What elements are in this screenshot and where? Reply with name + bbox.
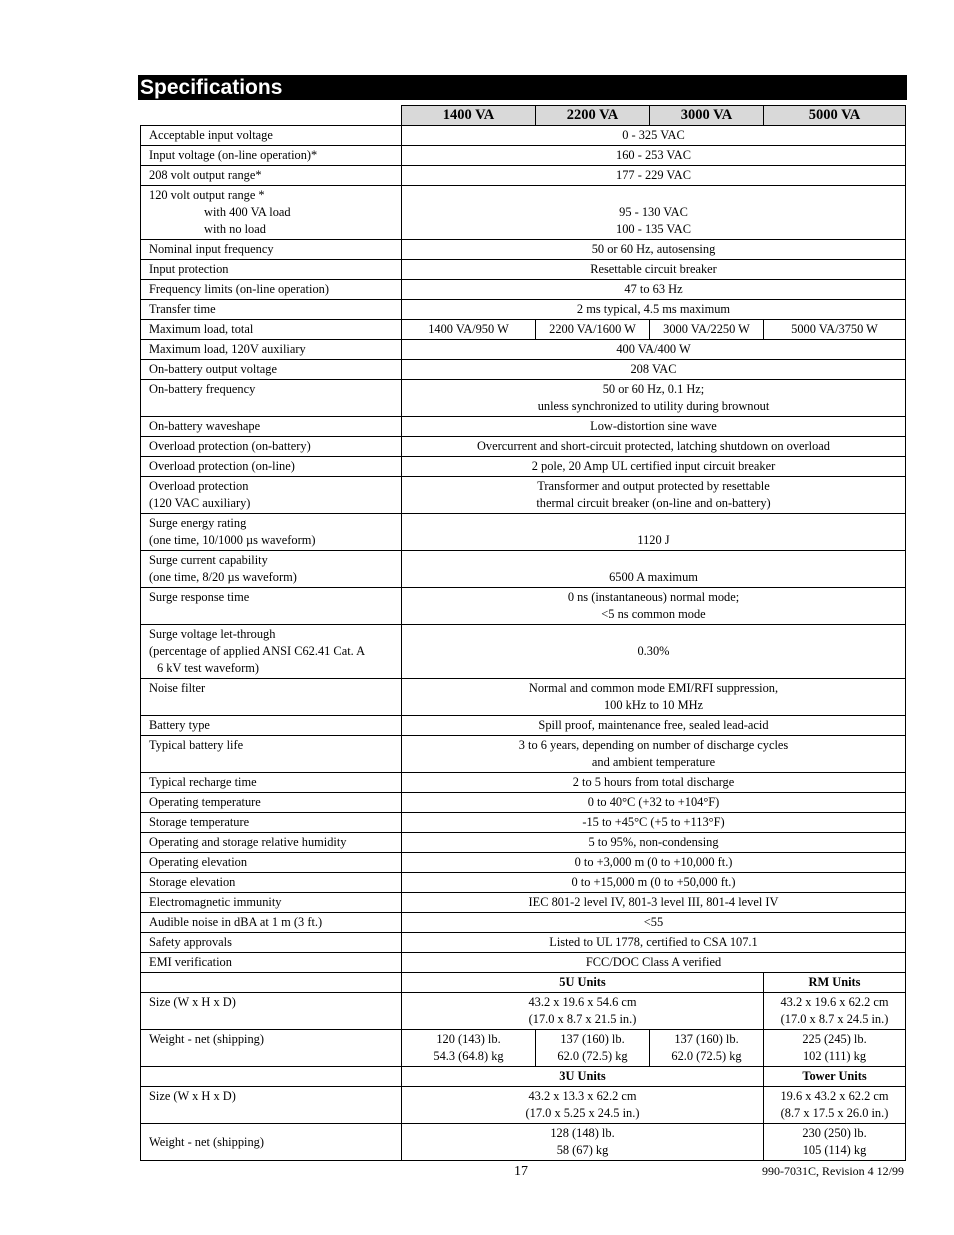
spec-value bbox=[650, 1030, 764, 1067]
spec-label: Weight - net (shipping) bbox=[141, 1124, 402, 1161]
spec-value: 0.30% bbox=[402, 625, 906, 679]
spec-value: 0 to 40°C (+32 to +104°F) bbox=[402, 793, 906, 813]
units-header-5u: 5U Units bbox=[402, 973, 764, 993]
spec-row bbox=[141, 260, 906, 280]
spec-row bbox=[141, 280, 906, 300]
spec-value bbox=[402, 1030, 536, 1067]
spec-value: 2 to 5 hours from total discharge bbox=[402, 773, 906, 793]
spec-label: Operating elevation bbox=[141, 853, 402, 873]
spec-value: Overcurrent and short-circuit protected, latching shutdown on overload bbox=[402, 437, 906, 457]
spec-value bbox=[402, 186, 906, 240]
spec-value-line: 120 (143) lb. bbox=[436, 1032, 501, 1046]
spec-value: 160 - 253 VAC bbox=[402, 146, 906, 166]
spec-label: On-battery output voltage bbox=[141, 360, 402, 380]
page-number: 17 bbox=[514, 1164, 528, 1179]
spec-row bbox=[141, 146, 906, 166]
units-header-3u: 3U Units bbox=[402, 1067, 764, 1087]
spec-value-line: (17.0 x 5.25 x 24.5 in.) bbox=[525, 1106, 640, 1120]
spec-row bbox=[141, 873, 906, 893]
spec-value bbox=[402, 1087, 764, 1124]
spec-row bbox=[141, 736, 906, 773]
spec-value: -15 to +45°C (+5 to +113°F) bbox=[402, 813, 906, 833]
spec-value: Spill proof, maintenance free, sealed lead-acid bbox=[402, 716, 906, 736]
spec-row bbox=[141, 360, 906, 380]
spec-label-line: Surge current capability bbox=[149, 553, 268, 567]
spec-label-line: (one time, 10/1000 µs waveform) bbox=[149, 533, 316, 547]
units-header-row bbox=[141, 973, 906, 993]
spec-row bbox=[141, 300, 906, 320]
spec-label-line: Overload protection bbox=[149, 479, 249, 493]
spec-value bbox=[402, 588, 906, 625]
spec-row bbox=[141, 186, 906, 240]
spec-value-line: 3 to 6 years, depending on number of discharge cycles bbox=[518, 738, 789, 752]
spec-value-line: 102 (111) kg bbox=[802, 1049, 867, 1063]
spec-row bbox=[141, 551, 906, 588]
spec-row bbox=[141, 893, 906, 913]
spec-label-line: 120 volt output range * bbox=[149, 188, 265, 202]
spec-value-line: thermal circuit breaker (on-line and on-battery) bbox=[536, 496, 771, 510]
spec-value-line: 128 (148) lb. bbox=[550, 1126, 615, 1140]
spec-label: Weight - net (shipping) bbox=[141, 1030, 402, 1067]
spec-label: Overload protection (on-line) bbox=[141, 457, 402, 477]
spec-value-line: 19.6 x 43.2 x 62.2 cm bbox=[780, 1089, 889, 1103]
spec-row bbox=[141, 320, 906, 340]
spec-label bbox=[141, 625, 402, 679]
spec-value-line: (8.7 x 17.5 x 26.0 in.) bbox=[780, 1106, 889, 1120]
spec-value: 6500 A maximum bbox=[402, 551, 906, 588]
spec-label-line: Surge energy rating bbox=[149, 516, 247, 530]
document-revision: 990-7031C, Revision 4 12/99 bbox=[761, 1164, 904, 1178]
spec-value-line: <5 ns common mode bbox=[601, 607, 706, 621]
spec-row bbox=[141, 457, 906, 477]
spec-value: 2200 VA/1600 W bbox=[536, 320, 650, 340]
spec-value: 1120 J bbox=[402, 514, 906, 551]
column-header-1400: 1400 VA bbox=[402, 106, 536, 126]
spec-row bbox=[141, 933, 906, 953]
spec-value bbox=[402, 993, 764, 1030]
spec-label-line: Surge voltage let-through bbox=[149, 627, 276, 641]
spec-value bbox=[536, 1030, 650, 1067]
spec-row bbox=[141, 913, 906, 933]
spec-label bbox=[141, 551, 402, 588]
spec-label: Size (W x H x D) bbox=[141, 993, 402, 1030]
spec-value-line: 58 (67) kg bbox=[556, 1143, 609, 1157]
spec-value bbox=[764, 1124, 906, 1161]
spec-value: 0 - 325 VAC bbox=[402, 126, 906, 146]
spec-value: 2 ms typical, 4.5 ms maximum bbox=[402, 300, 906, 320]
spec-value bbox=[764, 1030, 906, 1067]
spec-label-line: with 400 VA load bbox=[204, 205, 291, 219]
spec-label: On-battery waveshape bbox=[141, 417, 402, 437]
units-header-tower: Tower Units bbox=[764, 1067, 906, 1087]
spec-table bbox=[140, 105, 906, 1161]
spec-value-line: (17.0 x 8.7 x 21.5 in.) bbox=[528, 1012, 637, 1026]
spec-value-line: unless synchronized to utility during brownout bbox=[537, 399, 770, 413]
spec-value-line: Transformer and output protected by resettable bbox=[537, 479, 770, 493]
spec-value-line: Normal and common mode EMI/RFI suppression, bbox=[528, 681, 779, 695]
units-header-row bbox=[141, 1067, 906, 1087]
spec-value bbox=[402, 380, 906, 417]
spec-label: Input protection bbox=[141, 260, 402, 280]
spec-value-line: 62.0 (72.5) kg bbox=[671, 1049, 742, 1063]
spec-value: 177 - 229 VAC bbox=[402, 166, 906, 186]
spec-value: 5 to 95%, non-condensing bbox=[402, 833, 906, 853]
spec-value-line: 100 kHz to 10 MHz bbox=[603, 698, 704, 712]
spec-value: IEC 801-2 level IV, 801-3 level III, 801-4 level IV bbox=[402, 893, 906, 913]
spec-label: Typical recharge time bbox=[141, 773, 402, 793]
spec-value: Listed to UL 1778, certified to CSA 107.1 bbox=[402, 933, 906, 953]
spec-value bbox=[402, 679, 906, 716]
spec-label: Battery type bbox=[141, 716, 402, 736]
spec-row bbox=[141, 773, 906, 793]
spec-label: Noise filter bbox=[141, 679, 402, 716]
spec-row bbox=[141, 588, 906, 625]
spec-label: Typical battery life bbox=[141, 736, 402, 773]
spec-label bbox=[141, 477, 402, 514]
weight-row bbox=[141, 1124, 906, 1161]
spec-label-line: (120 VAC auxiliary) bbox=[149, 496, 251, 510]
spec-row bbox=[141, 625, 906, 679]
header-row bbox=[141, 106, 906, 126]
units-header-rm: RM Units bbox=[764, 973, 906, 993]
spec-label-line: (percentage of applied ANSI C62.41 Cat. A bbox=[149, 644, 366, 658]
spec-label: On-battery frequency bbox=[141, 380, 402, 417]
spec-value: 50 or 60 Hz, autosensing bbox=[402, 240, 906, 260]
size-row bbox=[141, 1087, 906, 1124]
spec-value-line: 54.3 (64.8) kg bbox=[433, 1049, 504, 1063]
spec-label: Operating and storage relative humidity bbox=[141, 833, 402, 853]
spec-label-line: 6 kV test waveform) bbox=[157, 661, 259, 675]
spec-value-line: 43.2 x 19.6 x 62.2 cm bbox=[780, 995, 889, 1009]
spec-value-line: 0 ns (instantaneous) normal mode; bbox=[567, 590, 740, 604]
spec-value-line: and ambient temperature bbox=[591, 755, 716, 769]
spec-value-line: 137 (160) lb. bbox=[674, 1032, 739, 1046]
spec-row bbox=[141, 679, 906, 716]
column-header-2200: 2200 VA bbox=[536, 106, 650, 126]
spec-value-line: 225 (245) lb. bbox=[802, 1032, 867, 1046]
spec-value: <55 bbox=[402, 913, 906, 933]
spec-label: Overload protection (on-battery) bbox=[141, 437, 402, 457]
column-header-3000: 3000 VA bbox=[650, 106, 764, 126]
spec-label: Transfer time bbox=[141, 300, 402, 320]
header-blank bbox=[141, 106, 402, 126]
spec-row bbox=[141, 240, 906, 260]
spec-label bbox=[141, 514, 402, 551]
spec-label: Operating temperature bbox=[141, 793, 402, 813]
spec-row bbox=[141, 166, 906, 186]
spec-value: 47 to 63 Hz bbox=[402, 280, 906, 300]
spec-value: 400 VA/400 W bbox=[402, 340, 906, 360]
spec-label-line: (one time, 8/20 µs waveform) bbox=[149, 570, 297, 584]
spec-value: 5000 VA/3750 W bbox=[764, 320, 906, 340]
spec-value: Resettable circuit breaker bbox=[402, 260, 906, 280]
spec-value bbox=[764, 1087, 906, 1124]
spec-label: Surge response time bbox=[141, 588, 402, 625]
spec-value-line: 137 (160) lb. bbox=[560, 1032, 625, 1046]
spec-row bbox=[141, 514, 906, 551]
spec-row bbox=[141, 477, 906, 514]
spec-value bbox=[402, 736, 906, 773]
spec-row bbox=[141, 340, 906, 360]
spec-value bbox=[402, 477, 906, 514]
spec-label: Maximum load, total bbox=[141, 320, 402, 340]
spec-label: Maximum load, 120V auxiliary bbox=[141, 340, 402, 360]
spec-label: Acceptable input voltage bbox=[141, 126, 402, 146]
spec-row bbox=[141, 813, 906, 833]
spec-value-line: 100 - 135 VAC bbox=[616, 222, 691, 236]
spec-label bbox=[141, 186, 402, 240]
spec-value-line: 50 or 60 Hz, 0.1 Hz; bbox=[602, 382, 705, 396]
units-header-blank bbox=[141, 1067, 402, 1087]
spec-value-line: 95 - 130 VAC bbox=[619, 205, 688, 219]
spec-row bbox=[141, 833, 906, 853]
spec-label: Electromagnetic immunity bbox=[141, 893, 402, 913]
spec-value-line: (17.0 x 8.7 x 24.5 in.) bbox=[780, 1012, 889, 1026]
spec-label: EMI verification bbox=[141, 953, 402, 973]
spec-label: Storage elevation bbox=[141, 873, 402, 893]
column-header-5000: 5000 VA bbox=[764, 106, 906, 126]
spec-value-line: 43.2 x 19.6 x 54.6 cm bbox=[528, 995, 637, 1009]
spec-label: Nominal input frequency bbox=[141, 240, 402, 260]
spec-value-line: 43.2 x 13.3 x 62.2 cm bbox=[528, 1089, 637, 1103]
spec-row bbox=[141, 380, 906, 417]
section-title: Specifications bbox=[138, 75, 907, 100]
spec-row bbox=[141, 126, 906, 146]
spec-row bbox=[141, 437, 906, 457]
spec-value: 2 pole, 20 Amp UL certified input circuit breaker bbox=[402, 457, 906, 477]
spec-row bbox=[141, 417, 906, 437]
spec-value: FCC/DOC Class A verified bbox=[402, 953, 906, 973]
spec-label: Safety approvals bbox=[141, 933, 402, 953]
spec-label-line: with no load bbox=[204, 222, 266, 236]
spec-value: 0 to +15,000 m (0 to +50,000 ft.) bbox=[402, 873, 906, 893]
spec-value: 1400 VA/950 W bbox=[402, 320, 536, 340]
spec-label: Storage temperature bbox=[141, 813, 402, 833]
spec-value-line: 62.0 (72.5) kg bbox=[557, 1049, 628, 1063]
spec-value: Low-distortion sine wave bbox=[402, 417, 906, 437]
spec-value: 208 VAC bbox=[402, 360, 906, 380]
spec-row bbox=[141, 716, 906, 736]
spec-value-line: 105 (114) kg bbox=[802, 1143, 867, 1157]
spec-value-line: 230 (250) lb. bbox=[802, 1126, 867, 1140]
spec-value bbox=[764, 993, 906, 1030]
spec-value: 0 to +3,000 m (0 to +10,000 ft.) bbox=[402, 853, 906, 873]
spec-row bbox=[141, 793, 906, 813]
spec-label: Frequency limits (on-line operation) bbox=[141, 280, 402, 300]
spec-label: Audible noise in dBA at 1 m (3 ft.) bbox=[141, 913, 402, 933]
spec-label: 208 volt output range* bbox=[141, 166, 402, 186]
size-row bbox=[141, 993, 906, 1030]
spec-label: Size (W x H x D) bbox=[141, 1087, 402, 1124]
units-header-blank bbox=[141, 973, 402, 993]
spec-row bbox=[141, 953, 906, 973]
weight-row bbox=[141, 1030, 906, 1067]
spec-label: Input voltage (on-line operation)* bbox=[141, 146, 402, 166]
spec-row bbox=[141, 853, 906, 873]
spec-value bbox=[402, 1124, 764, 1161]
spec-value: 3000 VA/2250 W bbox=[650, 320, 764, 340]
